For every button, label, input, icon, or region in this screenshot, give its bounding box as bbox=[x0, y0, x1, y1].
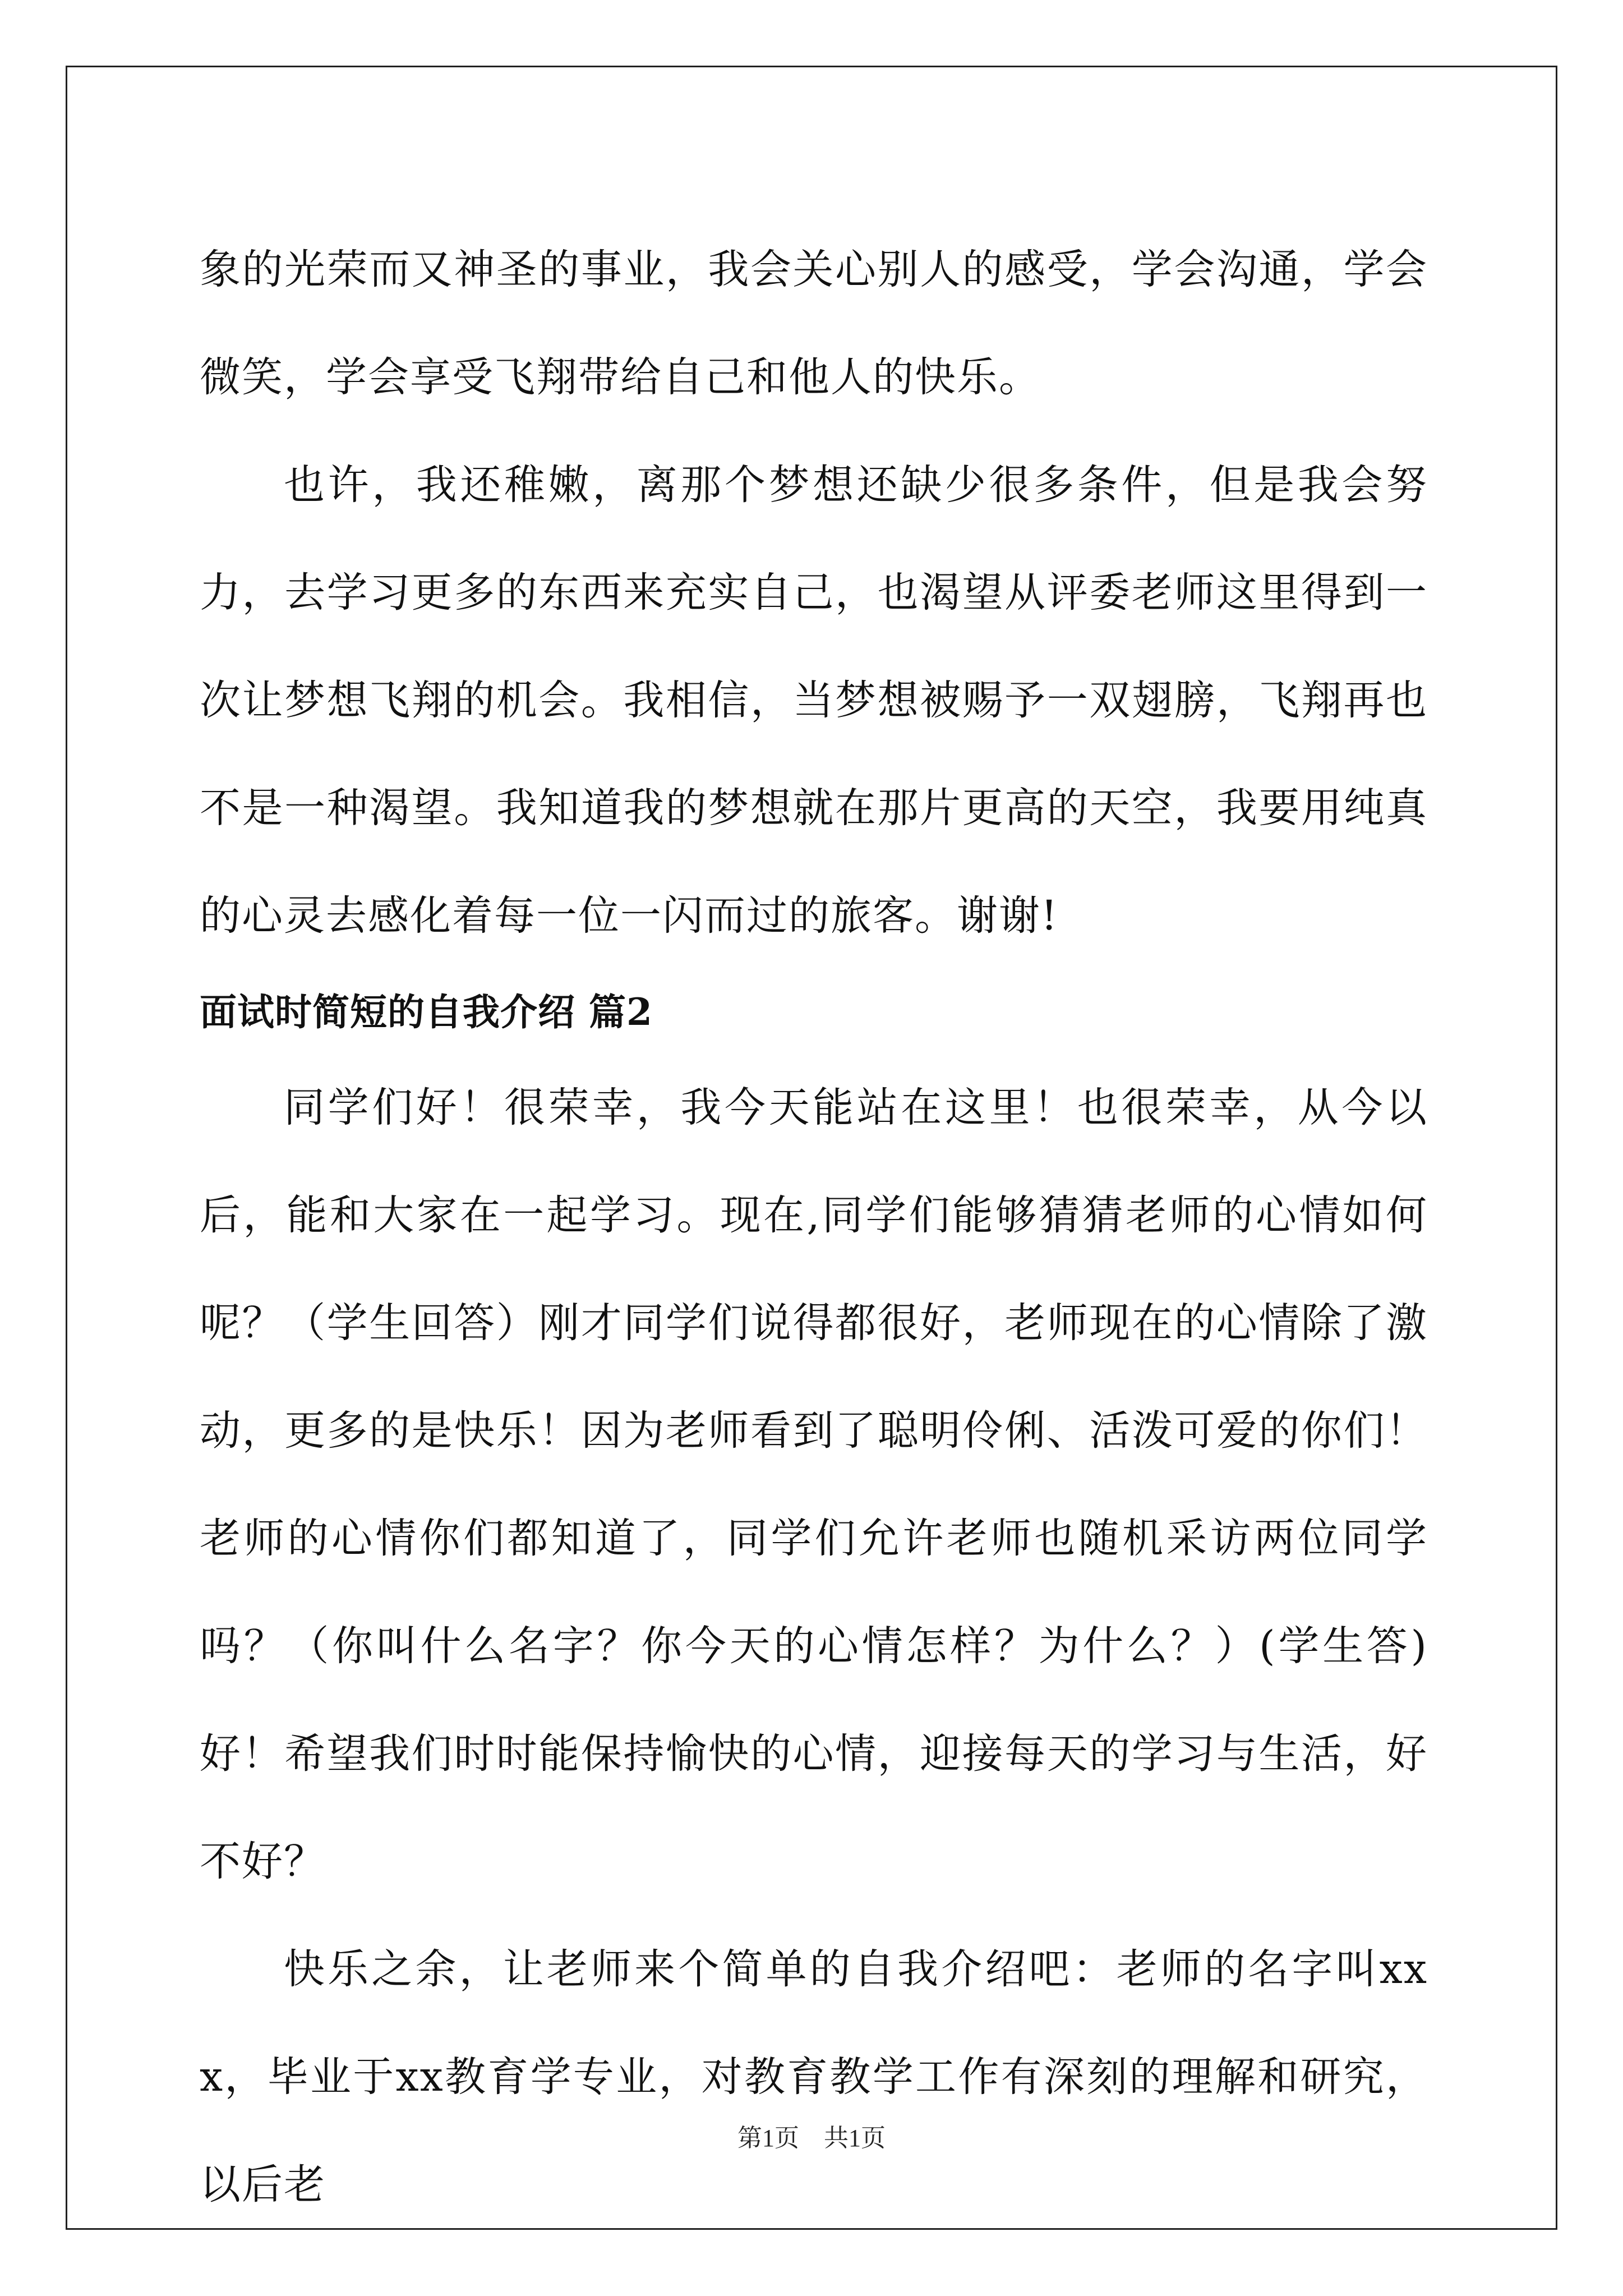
page-footer: 第1页 共1页 bbox=[737, 2124, 886, 2152]
document-body bbox=[200, 216, 1428, 2239]
paragraph: 象的光荣而又神圣的事业，我会关心别人的感受，学会沟通，学会微笑，学会享受飞翔带给自己和他人的快乐。 bbox=[200, 246, 1428, 401]
paragraph: 快乐之余，让老师来个简单的自我介绍吧：老师的名字叫xxx，毕业于xx教育学专业，对教育教学工作有深刻的理解和研究，以后老 bbox=[200, 1945, 1428, 2208]
paragraph: 也许，我还稚嫩，离那个梦想还缺少很多条件，但是我会努力，去学习更多的东西来充实自己，也渴望从评委老师这里得到一次让梦想飞翔的机会。我相信，当梦想被赐予一双翅膀，飞翔再也不是一种渴望。我知道我的梦想就在那片更高的天空，我要用纯真的心灵去感化着每一位一闪而过的旅客。谢谢! bbox=[200, 461, 1428, 940]
paragraph: 同学们好！很荣幸，我今天能站在这里！也很荣幸，从今以后，能和大家在一起学习。现在,同学们能够猜猜老师的心情如何呢？（学生回答）刚才同学们说得都很好，老师现在的心情除了激动，更多的是快乐！因为老师看到了聪明伶俐、活泼可爱的你们！老师的心情你们都知道了，同学们允许老师也随机采访两位同学吗？（你叫什么名字？你今天的心情怎样？为什么？）(学生答)好！希望我们时时能保持愉快的心情，迎接每天的学习与生活，好不好？ bbox=[200, 1084, 1428, 1885]
section-title: 面试时简短的自我介绍 篇2 bbox=[200, 990, 653, 1034]
